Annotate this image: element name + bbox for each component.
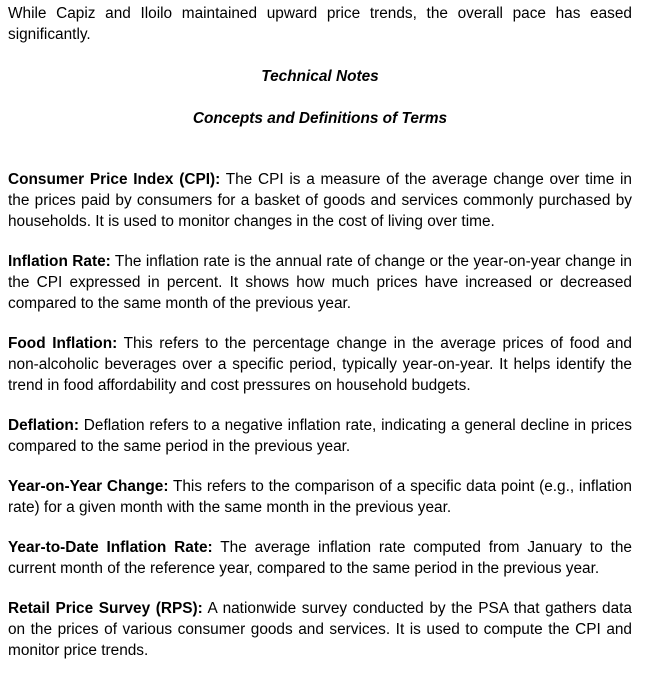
definition-deflation xyxy=(8,415,632,457)
definition-retail-price-survey xyxy=(8,598,632,661)
section-heading-technical-notes: Technical Notes xyxy=(261,68,379,85)
definition-food-inflation xyxy=(8,333,632,396)
definition-term: Year-to-Date Inflation Rate: xyxy=(8,539,213,556)
definition-text: Deflation refers to a negative inflation rate, indicating a general decline in prices compared to the same period in the previous year. xyxy=(8,417,632,455)
definition-term: Retail Price Survey (RPS): xyxy=(8,600,203,617)
definition-term: Food Inflation: xyxy=(8,335,118,352)
definition-term: Year-on-Year Change: xyxy=(8,478,169,495)
intro-paragraph: While Capiz and Iloilo maintained upward price trends, the overall pace has eased significantly. xyxy=(8,5,632,43)
definition-cpi xyxy=(8,169,632,232)
definition-text: This refers to the percentage change in the average prices of food and non-alcoholic beverages over a specific period, typically year-on-year. It helps identify the trend in food affordability and cost pressures on household budgets. xyxy=(8,335,632,394)
definition-year-on-year-change xyxy=(8,476,632,518)
definition-inflation-rate xyxy=(8,251,632,314)
definition-term: Deflation: xyxy=(8,417,79,434)
definition-term: Consumer Price Index (CPI): xyxy=(8,171,221,188)
definition-text: A nationwide survey conducted by the PSA that gathers data on the prices of various consumer goods and services. It is used to compute the CPI and monitor price trends. xyxy=(8,600,632,659)
definition-text: The average inflation rate computed from January to the current month of the reference year, compared to the same period in the previous year. xyxy=(8,539,632,577)
section-subheading-definitions: Concepts and Definitions of Terms xyxy=(192,110,448,127)
definition-term: Inflation Rate: xyxy=(8,253,111,270)
definition-text: The inflation rate is the annual rate of change or the year-on-year change in the CPI expressed in percent. It shows how much prices have increased or decreased compared to the same month of the previous year. xyxy=(8,253,632,312)
definition-year-to-date-inflation-rate xyxy=(8,537,632,579)
definition-text: The CPI is a measure of the average change over time in the prices paid by consumers for a basket of goods and services commonly purchased by households. It is used to monitor changes in the cost of living over time. xyxy=(8,171,632,230)
definition-text: This refers to the comparison of a specific data point (e.g., inflation rate) for a given month with the same month in the previous year. xyxy=(8,478,632,516)
